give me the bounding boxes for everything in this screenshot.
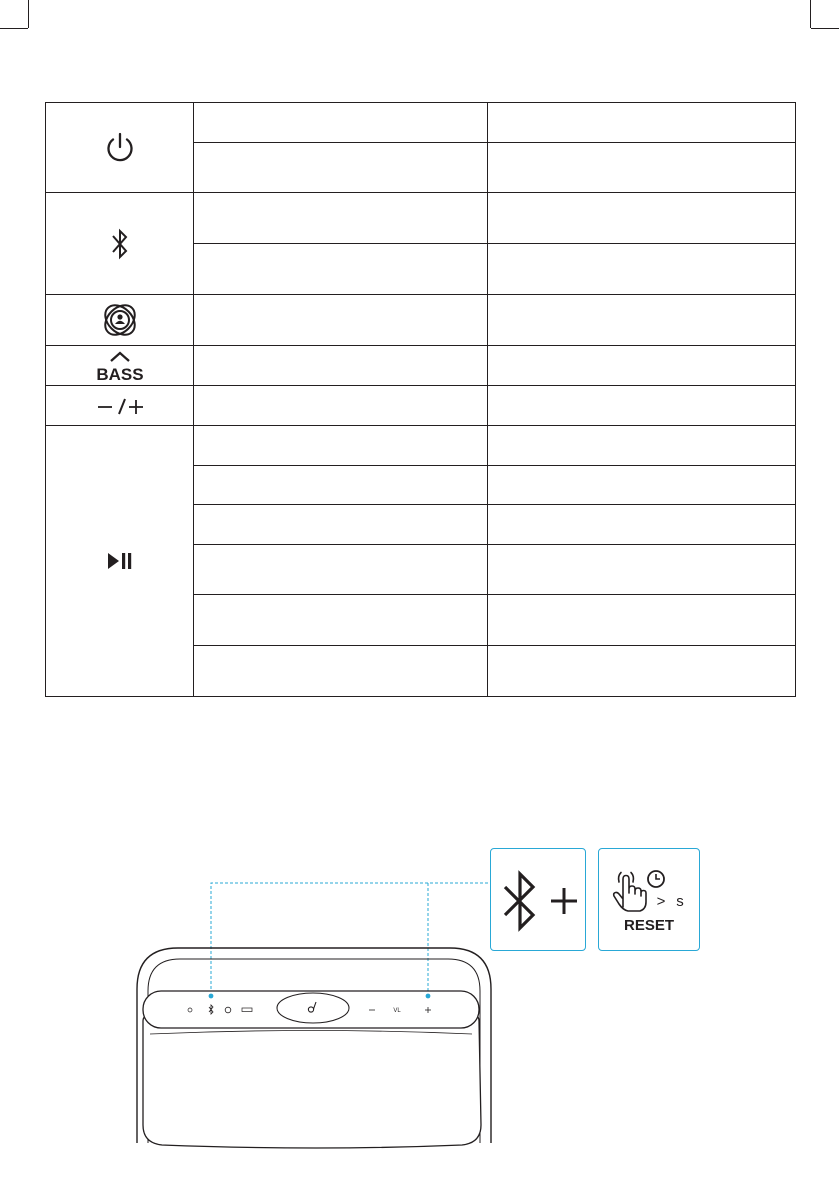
- comparator-text: >: [656, 893, 666, 910]
- action-cell: [194, 193, 488, 244]
- mode-cell: [46, 295, 194, 346]
- result-cell: [488, 244, 796, 295]
- action-cell: [194, 103, 488, 143]
- result-cell: [488, 193, 796, 244]
- result-cell: [488, 545, 796, 595]
- result-cell: [488, 466, 796, 505]
- bass-cell: [46, 346, 194, 386]
- action-cell: [194, 386, 488, 426]
- result-cell: [488, 143, 796, 193]
- crop-mark-top-right-v: [810, 0, 811, 28]
- leader-lines: [211, 883, 490, 994]
- action-cell: [194, 426, 488, 466]
- volume-minus-plus-icon: [95, 396, 145, 416]
- result-cell: [488, 595, 796, 646]
- action-cell: [194, 346, 488, 386]
- action-cell: [194, 595, 488, 646]
- power-icon: [103, 130, 137, 166]
- action-cell: [194, 505, 488, 545]
- table-row: [46, 426, 796, 466]
- table-row: [46, 193, 796, 244]
- plus-button-marker: [426, 994, 431, 999]
- result-cell: [488, 386, 796, 426]
- bluetooth-icon: [110, 226, 130, 262]
- crop-mark-top-left: [0, 28, 28, 29]
- vol-label: VL: [393, 1008, 401, 1014]
- bluetooth-button-marker: [209, 994, 214, 999]
- speaker-body: [143, 1009, 481, 1148]
- bass-icon: [93, 349, 147, 383]
- table-row: [46, 103, 796, 143]
- result-cell: [488, 646, 796, 697]
- result-cell: [488, 426, 796, 466]
- seconds-unit-text: s: [676, 893, 684, 910]
- soundcore-mode-icon: [100, 300, 140, 340]
- action-cell: [194, 646, 488, 697]
- table-row: [46, 386, 796, 426]
- crop-mark-top-left-v: [28, 0, 29, 28]
- action-cell: [194, 545, 488, 595]
- action-cell: [194, 466, 488, 505]
- result-cell: [488, 295, 796, 346]
- result-cell: [488, 346, 796, 386]
- reset-label: RESET: [623, 917, 675, 934]
- action-cell: [194, 244, 488, 295]
- controls-table: [45, 102, 796, 697]
- power-cell: [46, 103, 194, 193]
- speaker-illustration: [0, 851, 839, 1191]
- action-cell: [194, 143, 488, 193]
- play-pause-cell: [46, 426, 194, 697]
- action-cell: [194, 295, 488, 346]
- bass-icon-text: BASS: [95, 364, 144, 383]
- bluetooth-cell: [46, 193, 194, 295]
- play-pause-icon: [105, 551, 135, 571]
- result-cell: [488, 505, 796, 545]
- table-row: [46, 295, 796, 346]
- table-row: [46, 346, 796, 386]
- result-cell: [488, 103, 796, 143]
- crop-mark-top-right: [811, 28, 839, 29]
- volume-cell: [46, 386, 194, 426]
